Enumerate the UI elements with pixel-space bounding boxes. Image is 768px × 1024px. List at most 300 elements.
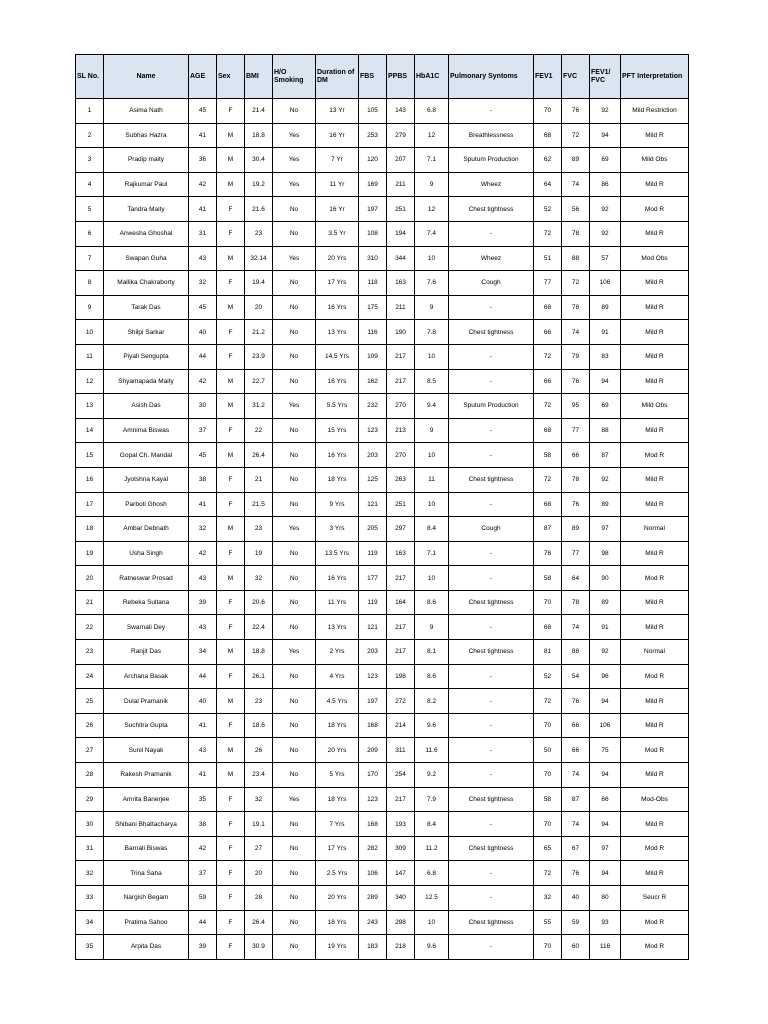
- cell-pft-interpretation: Mild R: [621, 344, 689, 369]
- table-row: [76, 467, 689, 492]
- cell-fev1-fvc: 94: [590, 812, 621, 837]
- cell-fvc: 40: [562, 886, 590, 911]
- cell-smoking: No: [273, 812, 316, 837]
- cell-smoking: No: [273, 664, 316, 689]
- cell-smoking: No: [273, 615, 316, 640]
- cell-age: 41: [189, 123, 217, 148]
- cell-fvc: 88: [562, 246, 590, 271]
- cell-bmi: 22: [245, 418, 273, 443]
- cell-ppbs: 214: [387, 713, 415, 738]
- cell-fev1-fvc: 96: [590, 664, 621, 689]
- cell-smoking: No: [273, 492, 316, 517]
- cell-pft-interpretation: Mild R: [621, 295, 689, 320]
- cell-bmi: 18.8: [245, 640, 273, 665]
- cell-pft-interpretation: Mod R: [621, 910, 689, 935]
- cell-pulmonary-symptoms: Chest tightness: [449, 590, 534, 615]
- table-row: [76, 566, 689, 591]
- cell-pft-interpretation: Mild R: [621, 123, 689, 148]
- cell-fev1: 76: [534, 541, 562, 566]
- cell-fbs: 162: [359, 369, 387, 394]
- cell-sl-no: 26: [76, 713, 104, 738]
- cell-smoking: No: [273, 886, 316, 911]
- cell-fvc: 74: [562, 812, 590, 837]
- cell-sex: F: [217, 836, 245, 861]
- cell-age: 59: [189, 886, 217, 911]
- cell-dm-duration: 16 Yr: [316, 197, 359, 222]
- cell-pft-interpretation: Normal: [621, 517, 689, 542]
- cell-sex: M: [217, 640, 245, 665]
- cell-pulmonary-symptoms: -: [449, 99, 534, 124]
- table-row: [76, 787, 689, 812]
- cell-dm-duration: 15 Yrs: [316, 418, 359, 443]
- cell-age: 41: [189, 492, 217, 517]
- cell-ppbs: 344: [387, 246, 415, 271]
- cell-ppbs: 193: [387, 812, 415, 837]
- cell-pulmonary-symptoms: -: [449, 418, 534, 443]
- cell-smoking: No: [273, 443, 316, 468]
- cell-bmi: 19.4: [245, 271, 273, 296]
- cell-pulmonary-symptoms: -: [449, 763, 534, 788]
- cell-bmi: 32.14: [245, 246, 273, 271]
- cell-sl-no: 32: [76, 861, 104, 886]
- cell-fvc: 76: [562, 689, 590, 714]
- col-header-smoking: H/O Smoking: [273, 55, 316, 99]
- cell-fbs: 209: [359, 738, 387, 763]
- cell-dm-duration: 18 Yrs: [316, 467, 359, 492]
- cell-bmi: 26: [245, 738, 273, 763]
- cell-ppbs: 194: [387, 221, 415, 246]
- cell-name: Shyamapada Maity: [104, 369, 189, 394]
- cell-sl-no: 21: [76, 590, 104, 615]
- cell-name: Jyotshna Kayal: [104, 467, 189, 492]
- cell-name: Archana Basak: [104, 664, 189, 689]
- cell-bmi: 19: [245, 541, 273, 566]
- cell-fev1: 55: [534, 910, 562, 935]
- cell-sex: M: [217, 246, 245, 271]
- cell-ppbs: 217: [387, 369, 415, 394]
- table-row: [76, 664, 689, 689]
- cell-dm-duration: 18 Yrs: [316, 910, 359, 935]
- cell-fvc: 60: [562, 935, 590, 960]
- cell-fev1: 72: [534, 861, 562, 886]
- cell-age: 32: [189, 271, 217, 296]
- cell-hba1c: 10: [415, 910, 449, 935]
- col-header-name: Name: [104, 55, 189, 99]
- table-row: [76, 812, 689, 837]
- cell-fev1: 58: [534, 443, 562, 468]
- cell-sl-no: 22: [76, 615, 104, 640]
- cell-pft-interpretation: Mild R: [621, 861, 689, 886]
- cell-age: 35: [189, 787, 217, 812]
- table-row: [76, 369, 689, 394]
- cell-age: 37: [189, 418, 217, 443]
- cell-fvc: 76: [562, 99, 590, 124]
- cell-pft-interpretation: Mild R: [621, 541, 689, 566]
- cell-sl-no: 31: [76, 836, 104, 861]
- cell-age: 38: [189, 812, 217, 837]
- cell-hba1c: 9.4: [415, 394, 449, 419]
- cell-smoking: Yes: [273, 394, 316, 419]
- cell-sl-no: 20: [76, 566, 104, 591]
- cell-pft-interpretation: Mod R: [621, 935, 689, 960]
- cell-ppbs: 254: [387, 763, 415, 788]
- table-row: [76, 517, 689, 542]
- cell-age: 38: [189, 467, 217, 492]
- cell-pulmonary-symptoms: -: [449, 369, 534, 394]
- table-row: [76, 689, 689, 714]
- cell-fbs: 123: [359, 418, 387, 443]
- cell-pft-interpretation: Mild R: [621, 320, 689, 345]
- cell-fev1: 66: [534, 320, 562, 345]
- cell-pft-interpretation: Mild R: [621, 763, 689, 788]
- cell-smoking: Yes: [273, 246, 316, 271]
- cell-sex: M: [217, 148, 245, 173]
- cell-fev1-fvc: 97: [590, 836, 621, 861]
- cell-dm-duration: 13.5 Yrs: [316, 541, 359, 566]
- cell-pulmonary-symptoms: -: [449, 615, 534, 640]
- col-header-sex: Sex: [217, 55, 245, 99]
- cell-fev1: 52: [534, 197, 562, 222]
- cell-fbs: 119: [359, 590, 387, 615]
- cell-sex: M: [217, 443, 245, 468]
- cell-sex: M: [217, 763, 245, 788]
- cell-ppbs: 211: [387, 295, 415, 320]
- cell-age: 42: [189, 541, 217, 566]
- cell-fev1: 32: [534, 886, 562, 911]
- table-row: [76, 123, 689, 148]
- cell-sex: M: [217, 689, 245, 714]
- cell-pft-interpretation: Mod R: [621, 566, 689, 591]
- cell-pft-interpretation: Normal: [621, 640, 689, 665]
- cell-sl-no: 13: [76, 394, 104, 419]
- cell-dm-duration: 9 Yrs: [316, 492, 359, 517]
- cell-pulmonary-symptoms: Chest tightness: [449, 467, 534, 492]
- col-header-fbs: FBS: [359, 55, 387, 99]
- cell-sex: F: [217, 886, 245, 911]
- cell-hba1c: 10: [415, 492, 449, 517]
- cell-fev1-fvc: 92: [590, 467, 621, 492]
- cell-sex: F: [217, 713, 245, 738]
- cell-hba1c: 8.1: [415, 640, 449, 665]
- cell-name: Suchitra Gupta: [104, 713, 189, 738]
- cell-ppbs: 143: [387, 99, 415, 124]
- cell-fvc: 78: [562, 295, 590, 320]
- cell-pulmonary-symptoms: Cough: [449, 517, 534, 542]
- cell-fbs: 203: [359, 640, 387, 665]
- cell-pulmonary-symptoms: -: [449, 861, 534, 886]
- cell-fbs: 253: [359, 123, 387, 148]
- cell-fbs: 310: [359, 246, 387, 271]
- col-header-age: AGE: [189, 55, 217, 99]
- cell-fev1-fvc: 66: [590, 787, 621, 812]
- cell-dm-duration: 20 Yrs: [316, 738, 359, 763]
- cell-fev1-fvc: 89: [590, 295, 621, 320]
- cell-ppbs: 263: [387, 467, 415, 492]
- table-row: [76, 172, 689, 197]
- cell-smoking: No: [273, 541, 316, 566]
- cell-ppbs: 163: [387, 271, 415, 296]
- cell-sex: F: [217, 541, 245, 566]
- cell-pft-interpretation: Mod R: [621, 197, 689, 222]
- cell-pulmonary-symptoms: -: [449, 738, 534, 763]
- cell-fev1-fvc: 88: [590, 418, 621, 443]
- cell-fev1: 64: [534, 172, 562, 197]
- cell-dm-duration: 4.5 Yrs: [316, 689, 359, 714]
- cell-fvc: 56: [562, 197, 590, 222]
- cell-age: 41: [189, 763, 217, 788]
- cell-dm-duration: 3.5 Yr: [316, 221, 359, 246]
- cell-dm-duration: 16 Yrs: [316, 369, 359, 394]
- table-row: [76, 763, 689, 788]
- cell-ppbs: 190: [387, 320, 415, 345]
- patient-data-table: [75, 54, 689, 960]
- cell-smoking: No: [273, 197, 316, 222]
- table-row: [76, 935, 689, 960]
- cell-ppbs: 147: [387, 861, 415, 886]
- cell-dm-duration: 16 Yrs: [316, 566, 359, 591]
- cell-sex: F: [217, 197, 245, 222]
- cell-hba1c: 10: [415, 566, 449, 591]
- cell-name: Gopal Ch. Mandal: [104, 443, 189, 468]
- cell-smoking: No: [273, 221, 316, 246]
- cell-age: 45: [189, 443, 217, 468]
- col-header-hba1c: HbA1C: [415, 55, 449, 99]
- cell-bmi: 22.4: [245, 615, 273, 640]
- cell-smoking: No: [273, 713, 316, 738]
- cell-fvc: 76: [562, 492, 590, 517]
- cell-smoking: No: [273, 935, 316, 960]
- cell-fvc: 74: [562, 615, 590, 640]
- cell-sex: F: [217, 99, 245, 124]
- cell-pulmonary-symptoms: -: [449, 812, 534, 837]
- cell-fev1-fvc: 106: [590, 713, 621, 738]
- cell-pulmonary-symptoms: Breathlessness: [449, 123, 534, 148]
- cell-dm-duration: 17 Yrs: [316, 271, 359, 296]
- cell-fbs: 183: [359, 935, 387, 960]
- cell-bmi: 26.4: [245, 443, 273, 468]
- cell-sex: M: [217, 738, 245, 763]
- cell-age: 41: [189, 713, 217, 738]
- cell-sex: F: [217, 320, 245, 345]
- cell-pulmonary-symptoms: Wheez: [449, 246, 534, 271]
- cell-fvc: 77: [562, 541, 590, 566]
- cell-sex: F: [217, 861, 245, 886]
- cell-pulmonary-symptoms: -: [449, 295, 534, 320]
- col-header-dm-duration: Duration of DM: [316, 55, 359, 99]
- cell-bmi: 26.4: [245, 910, 273, 935]
- cell-dm-duration: 4 Yrs: [316, 664, 359, 689]
- cell-hba1c: 11.6: [415, 738, 449, 763]
- cell-fbs: 123: [359, 787, 387, 812]
- cell-bmi: 23.4: [245, 763, 273, 788]
- cell-fev1-fvc: 97: [590, 517, 621, 542]
- cell-pulmonary-symptoms: -: [449, 689, 534, 714]
- cell-fev1-fvc: 94: [590, 369, 621, 394]
- cell-smoking: No: [273, 910, 316, 935]
- cell-hba1c: 9: [415, 295, 449, 320]
- cell-name: Arpita Das: [104, 935, 189, 960]
- cell-fev1: 68: [534, 418, 562, 443]
- cell-ppbs: 251: [387, 492, 415, 517]
- cell-pulmonary-symptoms: -: [449, 664, 534, 689]
- table-row: [76, 320, 689, 345]
- cell-fev1-fvc: 91: [590, 615, 621, 640]
- cell-dm-duration: 18 Yrs: [316, 787, 359, 812]
- cell-pulmonary-symptoms: Chest tightness: [449, 910, 534, 935]
- cell-bmi: 21.2: [245, 320, 273, 345]
- cell-fvc: 54: [562, 664, 590, 689]
- cell-fvc: 87: [562, 787, 590, 812]
- cell-pulmonary-symptoms: Cough: [449, 271, 534, 296]
- cell-sl-no: 17: [76, 492, 104, 517]
- cell-fev1: 72: [534, 344, 562, 369]
- cell-pft-interpretation: Mod R: [621, 443, 689, 468]
- cell-pulmonary-symptoms: -: [449, 344, 534, 369]
- cell-name: Amnima Biswas: [104, 418, 189, 443]
- cell-name: Tandra Maity: [104, 197, 189, 222]
- cell-bmi: 18.6: [245, 713, 273, 738]
- cell-age: 43: [189, 566, 217, 591]
- cell-age: 44: [189, 344, 217, 369]
- cell-name: Piyali Sengupta: [104, 344, 189, 369]
- cell-hba1c: 12.5: [415, 886, 449, 911]
- cell-pft-interpretation: Mod R: [621, 836, 689, 861]
- cell-pft-interpretation: Mild R: [621, 713, 689, 738]
- cell-fvc: 74: [562, 763, 590, 788]
- cell-fbs: 170: [359, 763, 387, 788]
- cell-fbs: 232: [359, 394, 387, 419]
- cell-pft-interpretation: Mild R: [621, 271, 689, 296]
- table-row: [76, 221, 689, 246]
- cell-fvc: 88: [562, 640, 590, 665]
- cell-pulmonary-symptoms: Sputum Production: [449, 394, 534, 419]
- cell-bmi: 21.5: [245, 492, 273, 517]
- cell-sex: M: [217, 394, 245, 419]
- cell-hba1c: 7.6: [415, 271, 449, 296]
- cell-age: 44: [189, 910, 217, 935]
- cell-hba1c: 9: [415, 615, 449, 640]
- cell-name: Pratima Sahoo: [104, 910, 189, 935]
- cell-fev1: 87: [534, 517, 562, 542]
- cell-bmi: 20: [245, 295, 273, 320]
- cell-fev1-fvc: 92: [590, 99, 621, 124]
- cell-sl-no: 28: [76, 763, 104, 788]
- table-row: [76, 394, 689, 419]
- cell-hba1c: 7.1: [415, 148, 449, 173]
- cell-fbs: 121: [359, 615, 387, 640]
- cell-fev1: 72: [534, 689, 562, 714]
- cell-fbs: 119: [359, 541, 387, 566]
- table-row: [76, 886, 689, 911]
- cell-bmi: 23: [245, 689, 273, 714]
- cell-pft-interpretation: Mild R: [621, 812, 689, 837]
- cell-fvc: 59: [562, 910, 590, 935]
- cell-fbs: 118: [359, 271, 387, 296]
- cell-sl-no: 3: [76, 148, 104, 173]
- cell-fev1-fvc: 69: [590, 394, 621, 419]
- cell-dm-duration: 20 Yrs: [316, 246, 359, 271]
- cell-pulmonary-symptoms: -: [449, 713, 534, 738]
- cell-fev1-fvc: 94: [590, 763, 621, 788]
- cell-fvc: 89: [562, 517, 590, 542]
- cell-ppbs: 297: [387, 517, 415, 542]
- cell-name: Barnali Biswas: [104, 836, 189, 861]
- cell-ppbs: 163: [387, 541, 415, 566]
- cell-hba1c: 9.2: [415, 763, 449, 788]
- cell-dm-duration: 13 Yrs: [316, 615, 359, 640]
- cell-pft-interpretation: Mild R: [621, 467, 689, 492]
- cell-bmi: 30.4: [245, 148, 273, 173]
- cell-sl-no: 8: [76, 271, 104, 296]
- cell-sl-no: 5: [76, 197, 104, 222]
- col-header-sl-no: SL No.: [76, 55, 104, 99]
- cell-bmi: 32: [245, 787, 273, 812]
- cell-fev1: 81: [534, 640, 562, 665]
- cell-fbs: 105: [359, 99, 387, 124]
- cell-sex: F: [217, 910, 245, 935]
- cell-fvc: 78: [562, 221, 590, 246]
- cell-fbs: 123: [359, 664, 387, 689]
- cell-dm-duration: 13 Yr: [316, 99, 359, 124]
- cell-fbs: 116: [359, 320, 387, 345]
- cell-smoking: No: [273, 836, 316, 861]
- cell-fev1-fvc: 89: [590, 590, 621, 615]
- cell-smoking: Yes: [273, 172, 316, 197]
- cell-name: Dulal Pramanik: [104, 689, 189, 714]
- cell-pft-interpretation: Mild R: [621, 492, 689, 517]
- table-row: [76, 541, 689, 566]
- cell-dm-duration: 18 Yrs: [316, 713, 359, 738]
- cell-fev1-fvc: 69: [590, 148, 621, 173]
- cell-bmi: 20.6: [245, 590, 273, 615]
- cell-fvc: 95: [562, 394, 590, 419]
- cell-pulmonary-symptoms: Chest tightness: [449, 197, 534, 222]
- cell-sl-no: 29: [76, 787, 104, 812]
- cell-fbs: 168: [359, 812, 387, 837]
- cell-fbs: 197: [359, 197, 387, 222]
- cell-hba1c: 8.5: [415, 369, 449, 394]
- cell-hba1c: 8.2: [415, 689, 449, 714]
- cell-age: 40: [189, 320, 217, 345]
- table-row: [76, 492, 689, 517]
- cell-fev1: 58: [534, 566, 562, 591]
- cell-bmi: 28: [245, 886, 273, 911]
- cell-fvc: 89: [562, 148, 590, 173]
- cell-dm-duration: 2 Yrs: [316, 640, 359, 665]
- cell-fvc: 66: [562, 738, 590, 763]
- cell-sex: F: [217, 664, 245, 689]
- cell-bmi: 21: [245, 467, 273, 492]
- cell-sl-no: 4: [76, 172, 104, 197]
- cell-ppbs: 270: [387, 443, 415, 468]
- col-header-fvc: FVC: [562, 55, 590, 99]
- cell-ppbs: 217: [387, 640, 415, 665]
- cell-bmi: 30.9: [245, 935, 273, 960]
- cell-age: 39: [189, 935, 217, 960]
- cell-sl-no: 11: [76, 344, 104, 369]
- cell-fev1-fvc: 87: [590, 443, 621, 468]
- cell-smoking: No: [273, 590, 316, 615]
- cell-sl-no: 19: [76, 541, 104, 566]
- cell-fev1: 70: [534, 935, 562, 960]
- cell-name: Rakesh Pramanik: [104, 763, 189, 788]
- cell-fev1: 70: [534, 763, 562, 788]
- cell-hba1c: 6.8: [415, 99, 449, 124]
- cell-pft-interpretation: Mild R: [621, 615, 689, 640]
- cell-fbs: 169: [359, 172, 387, 197]
- cell-fev1: 68: [534, 615, 562, 640]
- cell-pft-interpretation: Mild Obs: [621, 148, 689, 173]
